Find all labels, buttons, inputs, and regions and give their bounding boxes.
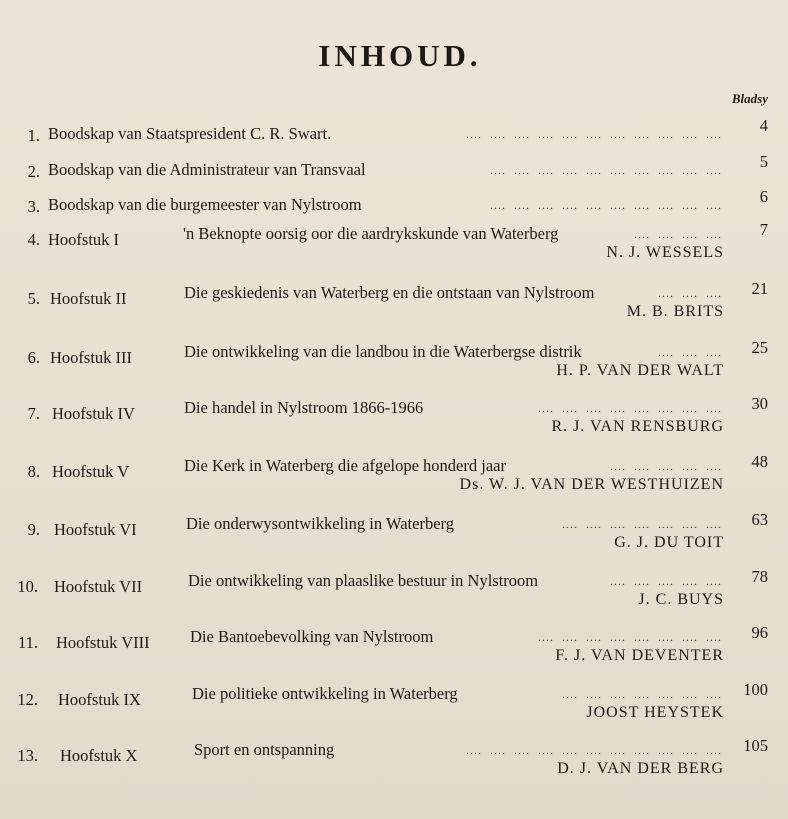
leader-dots: .... .... .... .... .... .... .... .... [538, 630, 722, 644]
entry-number: 10. [17, 577, 38, 596]
entry-author: N. J. WESSELS [606, 244, 724, 261]
entry-page-number: 63 [751, 510, 768, 529]
page-column-label: Bladsy [731, 91, 768, 106]
leader-dots: .... .... .... .... .... .... .... [562, 517, 722, 531]
contents-entry [0, 394, 788, 434]
entry-chapter: Hoofstuk I [48, 230, 120, 249]
entry-page-number: 100 [743, 680, 768, 699]
entry-title: Die ontwikkeling van plaaslike bestuur in Nylstroom [188, 571, 539, 590]
entry-title: Boodskap van die burgemeester van Nylstroom [48, 195, 362, 214]
entry-author: R. J. VAN RENSBURG [551, 418, 724, 435]
entry-title: Die Bantoebevolking van Nylstroom [190, 627, 434, 646]
entry-number: 12. [17, 690, 38, 709]
entry-page-number: 96 [751, 623, 768, 642]
entry-author: M. B. BRITS [626, 303, 724, 320]
entry-chapter: Hoofstuk V [52, 462, 130, 481]
entry-author: J. C. BUYS [638, 591, 724, 608]
contents-entry [0, 279, 788, 319]
entry-title: Die politieke ontwikkeling in Waterberg [192, 684, 458, 703]
entry-author: H. P. VAN DER WALT [556, 362, 724, 379]
leader-dots: .... .... .... .... .... .... .... .... .... .... .... [466, 743, 722, 757]
contents-entry [0, 623, 788, 663]
contents-entry [0, 220, 788, 260]
contents-entry [0, 567, 788, 607]
entry-number: 2. [27, 162, 40, 181]
entry-number: 1. [27, 126, 40, 145]
entry-author: JOOST HEYSTEK [586, 704, 724, 721]
contents-entry [0, 680, 788, 720]
leader-dots: .... .... .... .... .... .... .... .... .... .... [490, 198, 722, 212]
page-title: INHOUD. [318, 38, 482, 73]
entry-chapter: Hoofstuk X [60, 746, 138, 765]
entry-number: 13. [17, 746, 38, 765]
entry-title: Die Kerk in Waterberg die afgelope honderd jaar [184, 456, 506, 475]
contents-entry [0, 116, 788, 156]
leader-dots: .... .... .... .... .... [610, 574, 722, 588]
entry-number: 11. [17, 633, 38, 652]
contents-entry [0, 736, 788, 776]
leader-dots: .... .... .... [658, 286, 722, 300]
entry-author: G. J. DU TOIT [614, 534, 724, 551]
leader-dots: .... .... .... .... .... .... .... .... [538, 401, 722, 415]
entry-page-number: 5 [759, 152, 768, 171]
entry-page-number: 105 [743, 736, 768, 755]
entry-chapter: Hoofstuk IX [58, 690, 141, 709]
entry-page-number: 7 [759, 220, 768, 239]
entry-number: 3. [27, 197, 40, 216]
entry-title: Boodskap van die Administrateur van Transvaal [48, 160, 366, 179]
entry-title: Die geskiedenis van Waterberg en die ontstaan van Nylstroom [184, 283, 595, 302]
entry-page-number: 30 [751, 394, 768, 413]
entry-number: 6. [27, 348, 40, 367]
entry-title: Boodskap van Staatspresident C. R. Swart. [48, 124, 332, 143]
entry-number: 8. [27, 462, 40, 481]
leader-dots: .... .... .... [658, 345, 722, 359]
entry-author: D. J. VAN DER BERG [557, 760, 724, 777]
entry-page-number: 4 [759, 116, 768, 135]
entry-page-number: 78 [751, 567, 768, 586]
entry-number: 4. [27, 230, 40, 249]
entry-chapter: Hoofstuk IV [52, 404, 135, 423]
entry-chapter: Hoofstuk II [50, 289, 127, 308]
entry-page-number: 25 [751, 338, 768, 357]
entry-number: 7. [27, 404, 40, 423]
leader-dots: .... .... .... .... [634, 227, 722, 241]
entry-page-number: 6 [759, 187, 768, 206]
entry-page-number: 21 [751, 279, 768, 298]
entry-title: Sport en ontspanning [194, 740, 335, 759]
contents-entry [0, 152, 788, 192]
contents-entry [0, 510, 788, 550]
entry-number: 9. [27, 520, 40, 539]
entry-chapter: Hoofstuk VI [54, 520, 137, 539]
entry-author: F. J. VAN DEVENTER [555, 647, 724, 664]
contents-entry [0, 452, 788, 492]
entry-chapter: Hoofstuk VIII [56, 633, 150, 652]
leader-dots: .... .... .... .... .... .... .... .... .... .... [490, 163, 722, 177]
entry-chapter: Hoofstuk VII [54, 577, 143, 596]
entry-title: Die onderwysontwikkeling in Waterberg [186, 514, 454, 533]
entry-title: 'n Beknopte oorsig oor die aardrykskunde van Waterberg [183, 224, 559, 243]
entry-number: 5. [27, 289, 40, 308]
contents-entry [0, 338, 788, 378]
entry-title: Die handel in Nylstroom 1866-1966 [184, 398, 424, 417]
entry-author: Ds. W. J. VAN DER WESTHUIZEN [459, 476, 724, 493]
entry-chapter: Hoofstuk III [50, 348, 133, 367]
leader-dots: .... .... .... .... .... .... .... .... .... .... .... [466, 127, 722, 141]
entry-page-number: 48 [751, 452, 768, 471]
entry-title: Die ontwikkeling van die landbou in die Waterbergse distrik [184, 342, 582, 361]
leader-dots: .... .... .... .... .... .... .... [562, 687, 722, 701]
leader-dots: .... .... .... .... .... [610, 459, 722, 473]
